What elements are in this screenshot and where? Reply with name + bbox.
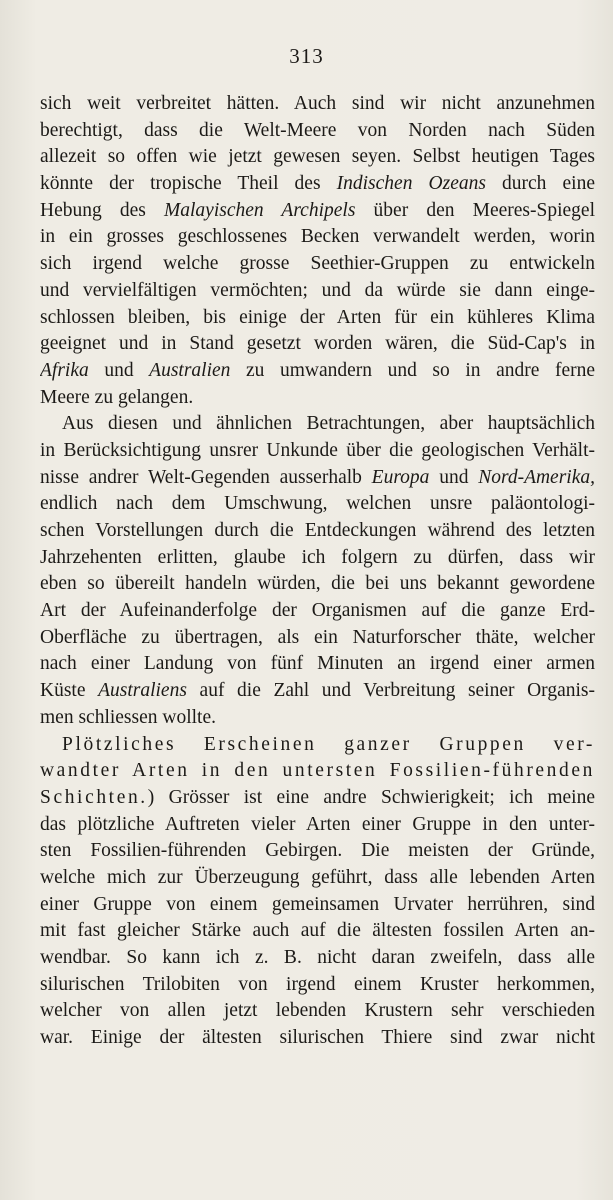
- text-line: [40, 625, 595, 652]
- italic-text: Australien: [149, 359, 231, 381]
- text-line: [40, 144, 595, 171]
- italic-text: Indischen Ozeans: [336, 173, 486, 195]
- text-run: nach einer Landung von fünf Minuten an irgend einer armen: [40, 653, 595, 675]
- text-run: das plötzliche Auftreten vieler Arten einer Gruppe in den unter-: [40, 813, 595, 835]
- text-line: [40, 171, 595, 198]
- text-run: könnte der tropische Theil des: [40, 173, 337, 195]
- spaced-heading-text: Plötzliches Erscheinen ganzer Gruppen ver-: [62, 733, 595, 755]
- text-run: schlossen bleiben, bis einige der Arten für ein kühleres Klima: [40, 306, 595, 328]
- text-run: berechtigt, dass die Welt-Meere von Norden nach Süden: [40, 119, 595, 141]
- italic-text: Nord-Amerika,: [478, 466, 595, 488]
- text-line: [40, 411, 595, 438]
- text-run: silurischen Trilobiten von irgend einem Kruster herkommen,: [40, 973, 595, 995]
- text-line: [40, 118, 595, 145]
- text-line: [40, 224, 595, 251]
- italic-text: Europa: [371, 466, 430, 488]
- text-run: mit fast gleicher Stärke auch auf die ältesten fossilen Arten an-: [40, 920, 595, 942]
- text-run: und: [429, 466, 479, 488]
- text-run: einer Gruppe von einem gemeinsamen Urvater herrühren, sind: [40, 893, 595, 915]
- italic-text: Malayischen Archipels: [164, 199, 356, 221]
- text-run: nisse andrer Welt-Gegenden ausserhalb: [40, 466, 372, 488]
- text-run: Hebung des: [40, 199, 164, 221]
- text-run: welcher von allen jetzt lebenden Krustern sehr verschieden: [40, 1000, 595, 1022]
- text-line: [40, 972, 595, 999]
- text-run: ) Grösser ist eine andre Schwierigkeit; ich meine: [147, 786, 595, 808]
- text-line: [40, 518, 595, 545]
- italic-text: Afrika: [40, 359, 89, 381]
- body-text: [40, 91, 595, 1052]
- text-line: [40, 785, 595, 812]
- text-run: in ein grosses geschlossenes Becken verwandelt werden, worin: [40, 226, 595, 248]
- text-line: [40, 732, 595, 759]
- text-run: men schliessen wollte.: [40, 706, 217, 728]
- italic-text: Australiens: [98, 680, 187, 702]
- text-run: Jahrzehenten erlitten, glaube ich folgern zu dürfen, dass wir: [40, 546, 595, 568]
- text-line: [40, 331, 595, 358]
- text-run: über den Meeres-Spiegel: [355, 199, 595, 221]
- text-line: [40, 678, 595, 705]
- text-run: Art der Aufeinanderfolge der Organismen auf die ganze Erd-: [40, 600, 595, 622]
- text-run: Oberfläche zu übertragen, als ein Naturforscher thäte, welcher: [40, 626, 595, 648]
- text-line: [40, 465, 595, 492]
- text-line: [40, 571, 595, 598]
- text-line: [40, 385, 595, 412]
- spaced-heading-text: wandter Arten in den untersten Fossilien-führenden: [40, 760, 595, 782]
- text-run: sten Fossilien-führenden Gebirgen. Die meisten der Gründe,: [40, 840, 595, 862]
- text-run: wendbar. So kann ich z. B. nicht daran zweifeln, dass alle: [40, 947, 595, 968]
- text-run: und vervielfältigen vermöchten; und da würde sie dann einge-: [40, 279, 595, 301]
- text-run: in Berücksichtigung unsrer Unkunde über die geologischen Verhält-: [40, 439, 595, 461]
- text-run: schen Vorstellungen durch die Entdeckungen während des letzten: [40, 520, 595, 541]
- text-line: [40, 838, 595, 865]
- text-line: [40, 598, 595, 625]
- text-run: eben so übereilt handeln würden, die bei uns bekannt gewordene: [40, 573, 595, 595]
- text-line: [40, 945, 595, 972]
- text-run: sich irgend welche grosse Seethier-Gruppen zu entwickeln: [40, 253, 595, 275]
- text-run: durch eine: [485, 173, 595, 195]
- text-run: Meere zu gelangen.: [40, 386, 194, 408]
- text-line: [40, 812, 595, 839]
- text-line: [40, 651, 595, 678]
- text-line: [40, 545, 595, 572]
- text-line: [40, 865, 595, 892]
- spaced-heading-text: Schichten.: [40, 786, 148, 808]
- text-run: endlich nach dem Umschwung, welchen unsre paläontologi-: [40, 493, 595, 515]
- text-run: war. Einige der ältesten silurischen Thiere sind zwar nicht: [40, 1027, 595, 1049]
- text-line: [40, 278, 595, 305]
- text-run: Küste: [40, 680, 99, 702]
- text-line: [40, 758, 595, 785]
- text-line: [40, 892, 595, 919]
- text-run: Aus diesen und ähnlichen Betrachtungen, aber hauptsächlich: [62, 413, 595, 435]
- text-line: [40, 438, 595, 465]
- text-line: [40, 491, 595, 518]
- text-run: allezeit so offen wie jetzt gewesen seyen. Selbst heutigen Tages: [40, 146, 595, 168]
- text-line: [40, 705, 595, 732]
- text-line: [40, 251, 595, 278]
- text-line: [40, 918, 595, 945]
- text-run: auf die Zahl und Verbreitung seiner Organis-: [186, 680, 595, 702]
- text-run: zu umwandern und so in andre ferne: [230, 359, 595, 381]
- text-run: welche mich zur Überzeugung geführt, dass alle lebenden Arten: [40, 866, 595, 888]
- text-line: [40, 998, 595, 1025]
- page-number: 313: [289, 44, 324, 68]
- text-line: [40, 198, 595, 225]
- text-line: [40, 305, 595, 332]
- text-run: und: [88, 359, 150, 381]
- text-run: geeignet und in Stand gesetzt worden wären, die Süd-Cap's in: [40, 333, 595, 355]
- text-line: [40, 358, 595, 385]
- text-line: [40, 1025, 595, 1052]
- text-run: sich weit verbreitet hätten. Auch sind wir nicht anzunehmen: [40, 93, 595, 114]
- text-line: [40, 91, 595, 118]
